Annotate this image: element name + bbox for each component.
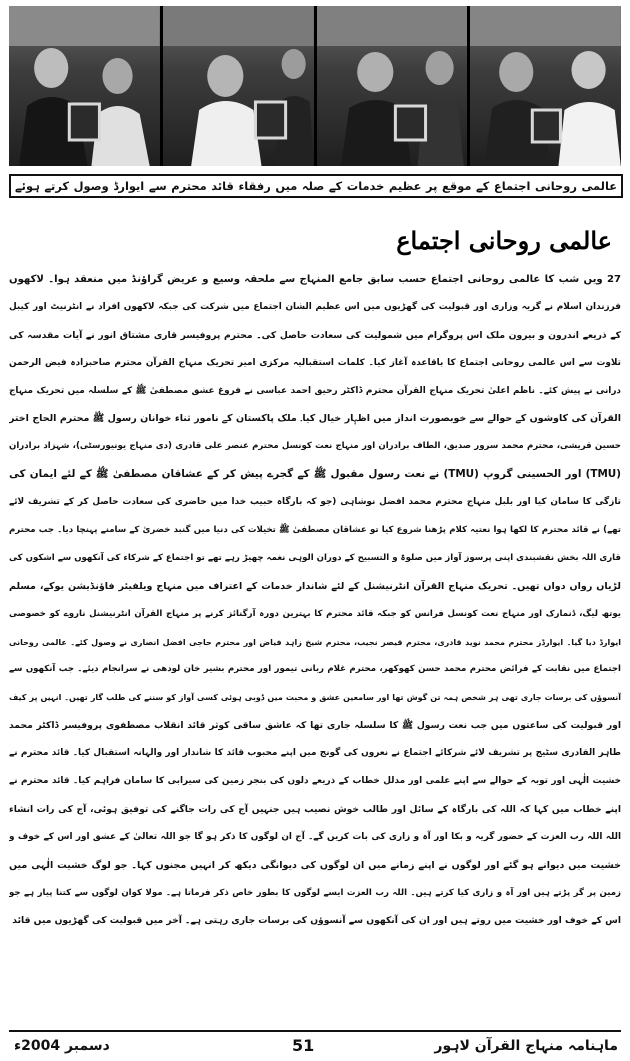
body-line: آنسوؤں کی برسات جاری تھی ہر شخص ہمہ تن گوش تھا اور سامعین عشق و محبت میں ڈوبی ہوئی کسی آواز کو سننے کی طلب گار تھیں۔ انہیں پر کیف xyxy=(9,693,621,703)
body-line: اس کے خوف اور خشیت میں روتے ہیں اور ان کی آنکھوں سے آنسوؤں کی برسات جاری رہتی ہے۔ آخر میں قبولیت کی گھڑیوں میں قائد xyxy=(12,915,621,927)
body-line: طاہر القادری سٹیج پر تشریف لائے شرکائے اجتماع نے نعروں کی گونج میں اپنے محبوب قائد کا شاندار اور والہانہ استقبال کیا۔ قائد محترم نے xyxy=(9,748,621,759)
award-photo-4-scene xyxy=(470,6,621,166)
body-line: اللہ اللہ رب العزت کے حضور گریہ و بکا اور آہ و زاری کی بات کریں گے۔ آج ان لوگوں کا ذکر ہو گا جو اللہ تعالیٰ کے عشق اور اس کے خوف و xyxy=(9,831,621,842)
body-line: خشیت الٰہی اور توبہ کے حوالے سے اپنے علمی اور مدلل خطاب کے ذریعے دلوں کی بنجر زمین کی سیرابی کا سامان فراہم کیا۔ قائد محترم نے xyxy=(9,776,621,787)
body-line: قاری اللہ بخش نقشبندی اپنی پرسوز آواز میں صلوۃ و التسبیح کے دوران الوہی نغمہ چھیڑ رہے تھے تو اجتماع کے شرکاء کی آنکھوں سے اشکوں کی xyxy=(9,552,621,563)
body-line: تازگی کا سامان کیا اور بلبل منہاج محترم محمد افضل نوشاہی (جو کہ بارگاہ حبیب خدا میں حاضری کی سعادت حاصل کر کے تشریف لائے xyxy=(9,497,621,508)
page-number: 51 xyxy=(292,1036,315,1055)
award-photo-3-scene xyxy=(317,6,468,166)
body-line: ایوارڈ دیا گیا۔ ایوارڈز محترم محمد نوید قادری، محترم قیصر نجیب، محترم شیخ زاہد فیاض اور محترم حاجی افضل انصاری نے وصول کئے۔ عالمی روحانی xyxy=(9,637,621,647)
article-headline: عالمی روحانی اجتماع xyxy=(396,226,612,255)
body-line: اپنے خطاب میں کہا کہ اللہ کی بارگاہ کے سائل اور طالب خوش نصیب ہیں جنہیں آج کی رات جاگنے کی توفیق ہوئی، آج کی رات انشاء xyxy=(9,803,621,815)
body-line: کے ذریعے اندرون و بیرون ملک اس پروگرام میں شمولیت کی سعادت حاصل کی۔ محترم پروفیسر قاری مشتاق انور نے آیات مقدسہ کی xyxy=(9,329,621,341)
body-line: (TMU) اور الحسینی گروپ (TMU) نے نعت رسول مقبول ﷺ کے گجرے پیش کر کے عشاقان مصطفیٰ ﷺ کے لئے ایمان کی xyxy=(9,468,621,481)
body-line: درانی نے پیش کئے۔ ناظم اعلیٰ تحریک منہاج القرآن محترم ڈاکٹر رحیق احمد عباسی نے فروغ عشق مصطفیٰ ﷺ کے سلسلہ میں تحریک منہاج xyxy=(9,385,621,396)
body-line: یوتھ لیگ، ڈنمارک اور منہاج نعت کونسل فرانس کو جبکہ قائد محترم کا بہترین دورہ آرگنائز کرنے پر منہاج القرآن انٹرنیشنل ناروے کو خصوصی xyxy=(9,608,621,619)
body-line: القرآن کی کاوشوں کے حوالے سے خوبصورت انداز میں اظہار خیال کیا۔ ملک پاکستان کے نامور ثناء خوانان رسول ﷺ محترم الحاج اختر xyxy=(9,413,621,425)
body-line: تھے) نے قائد محترم کا لکھا ہوا نعتیہ کلام پڑھنا شروع کیا تو عشاقان مصطفیٰ ﷺ تخیلات کی دنیا میں گنبد خضریٰ کے سامنے پہنچا دیا۔ جب محترم xyxy=(9,525,621,536)
award-photo-2-scene xyxy=(163,6,314,166)
photo-strip xyxy=(9,6,621,166)
body-line: تلاوت سے اس عالمی روحانی اجتماع کا باقاعدہ آغاز کیا۔ کلمات استقبالیہ مرکزی امیر تحریک منہاج القرآن محترم صاحبزادہ فیض الرحمن xyxy=(9,357,621,368)
award-photo-2 xyxy=(163,6,314,166)
award-photo-1 xyxy=(9,6,160,166)
body-line: زمین پر گر پڑتے ہیں اور آہ و زاری کیا کرتے ہیں۔ اللہ رب العزت ایسے لوگوں کا بطور خاص ذکر فرماتا ہے۔ مولا کوان لوگوں سے کتنا پیار ہے جو xyxy=(9,887,621,898)
body-line: اور قبولیت کی ساعتوں میں جب نعت رسول ﷺ کا سلسلہ جاری تھا کہ عاشق ساقی کوثر قائد انقلاب مصطفوی پروفیسر ڈاکٹر محمد xyxy=(9,720,621,732)
body-line: حسین قریشی، محترم محمد سرور صدیق، الطاف برادران اور منہاج نعت کونسل محترم عنصر علی قادری (دی منہاج یونیورسٹی)، شہزاد برادران xyxy=(9,441,621,452)
body-line: اجتماع میں نقابت کے فرائض محترم محمد حسن کھوکھر، محترم غلام ربانی تیمور اور محترم بشیر خان لودھی نے سرانجام دیئے۔ جب آنکھوں سے xyxy=(9,664,621,675)
body-line: لڑیاں رواں دواں تھیں۔ تحریک منہاج القرآن انٹرنیشنل کے لئے شاندار خدمات کے اعتراف میں منہاج ویلفیئر فاؤنڈیشن یوکے، مسلم xyxy=(9,580,621,592)
award-photo-3 xyxy=(317,6,468,166)
magazine-name: ماہنامہ منہاج القرآن لاہور xyxy=(434,1038,618,1054)
body-line: 27 ویں شب کا عالمی روحانی اجتماع حسب سابق جامع المنہاج سے ملحقہ وسیع و عریض گراؤنڈ میں منعقد ہوا۔ لاکھوں xyxy=(9,274,621,285)
award-photo-4 xyxy=(470,6,621,166)
body-line: خشیت میں دیوانے ہو گئے اور لوگوں نے اپنے زمانے میں ان لوگوں کی دیوانگی دیکھ کر انہیں مجنوں کہا۔ جو لوگ خشیت الٰہی میں xyxy=(9,859,621,871)
award-photo-1-scene xyxy=(9,6,160,166)
body-line: فرزندان اسلام نے گریہ وزاری اور قبولیت کی گھڑیوں میں اس عظیم الشان اجتماع میں شرکت کی جبکہ لاکھوں افراد نے انٹرنیٹ اور کیبل xyxy=(9,301,621,312)
article-body xyxy=(9,266,621,935)
issue-date: دسمبر 2004ء xyxy=(14,1038,110,1054)
photo-caption: عالمی روحانی اجتماع کے موقع پر عظیم خدمات کے صلہ میں رفقاء قائد محترم سے ایوارڈ وصول کرتے ہوئے xyxy=(9,174,623,198)
footer-rule xyxy=(9,1030,621,1032)
